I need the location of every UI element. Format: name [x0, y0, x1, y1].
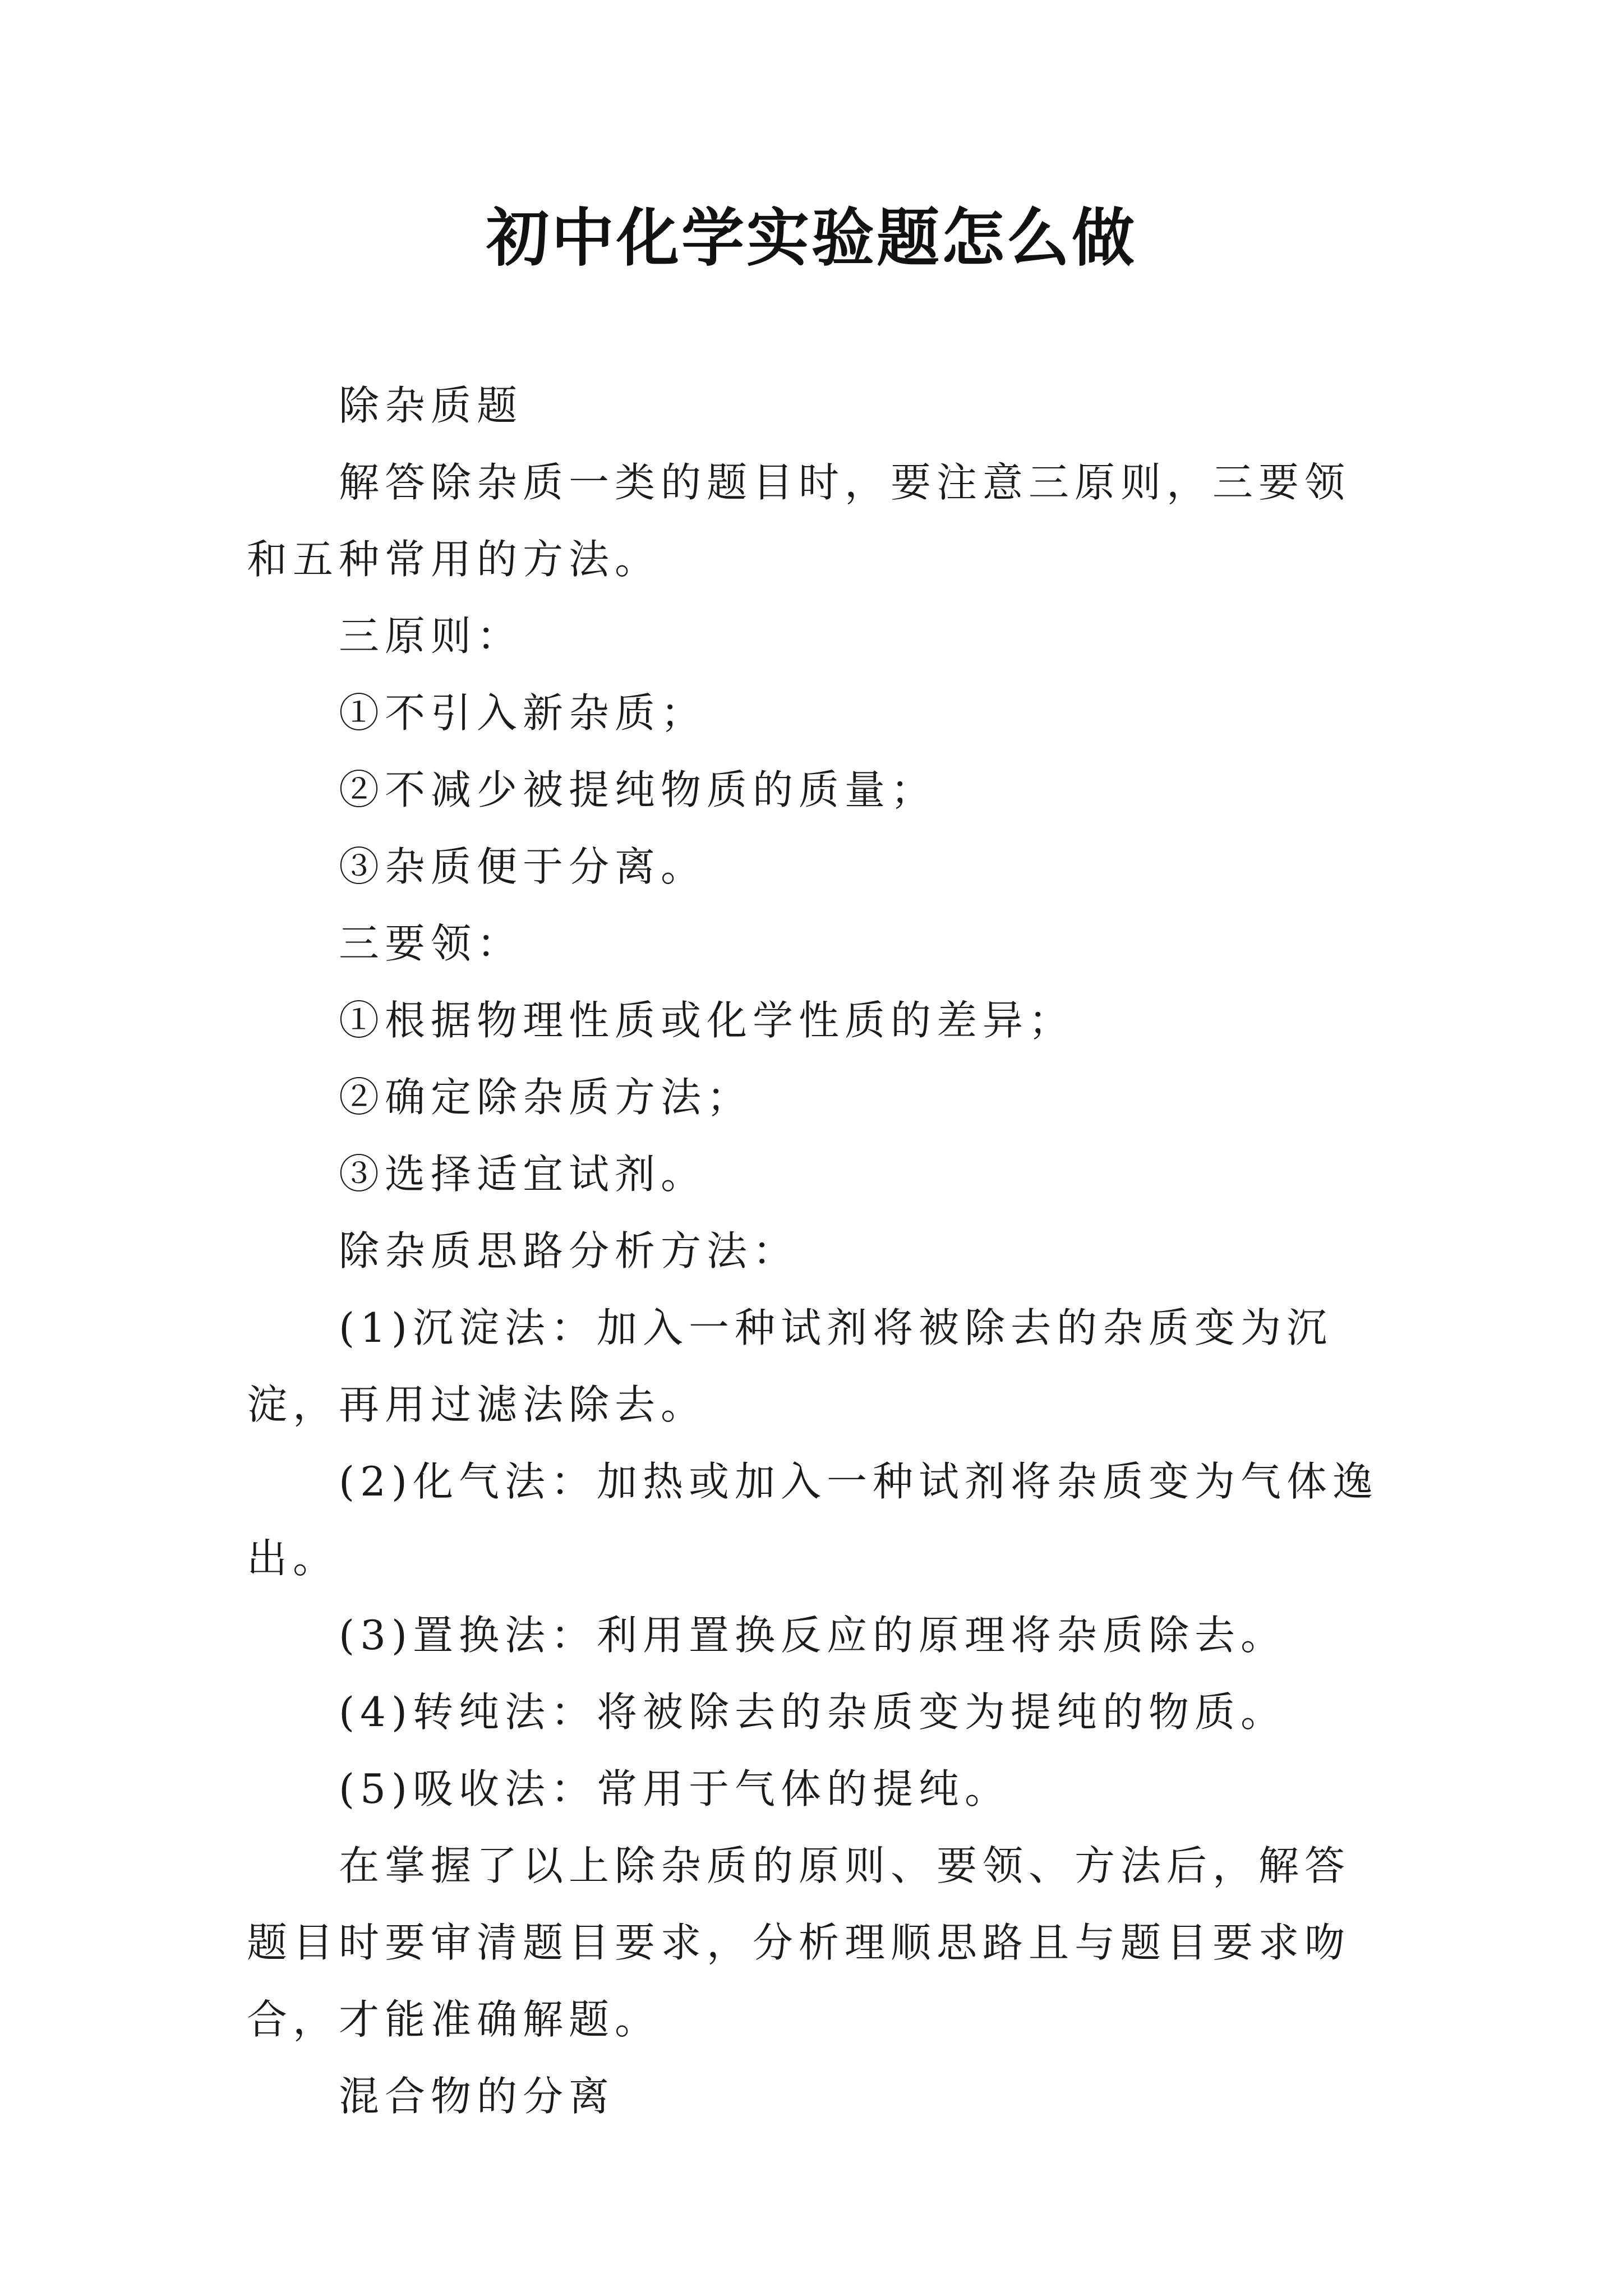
method-item-5: (5)吸收法：常用于气体的提纯。	[339, 1765, 1011, 1812]
paragraph-summary: 在掌握了以上除杂质的原则、要领、方法后，解答题目时要审清题目要求，分析理顺思路且与题目要求吻合，才能准确解题。	[247, 1842, 1351, 2043]
method-item-2: (2)化气法：加热或加入一种试剂将杂质变为气体逸出。	[247, 1458, 1378, 1582]
essential-item-3: ③选择适宜试剂。	[339, 1151, 707, 1198]
method-item-4: (4)转纯法：将被除去的杂质变为提纯的物质。	[339, 1688, 1287, 1736]
essential-item-2: ②确定除杂质方法；	[339, 1074, 753, 1121]
paragraph-intro: 解答除杂质一类的题目时，要注意三原则，三要领和五种常用的方法。	[247, 459, 1351, 583]
document-body	[247, 367, 1387, 2135]
heading-mixture-separation: 混合物的分离	[339, 2073, 615, 2120]
heading-impurity-removal: 除杂质题	[339, 382, 523, 429]
heading-three-principles: 三原则：	[339, 613, 523, 660]
heading-three-essentials: 三要领：	[339, 920, 523, 967]
principle-item-1: ①不引入新杂质；	[339, 689, 707, 737]
principle-item-2: ②不减少被提纯物质的质量；	[339, 766, 937, 813]
heading-analysis-methods: 除杂质思路分析方法：	[339, 1227, 799, 1274]
document-title: 初中化学实验题怎么做	[486, 201, 1137, 275]
principle-item-3: ③杂质便于分离。	[339, 843, 707, 890]
method-item-1: (1)沉淀法：加入一种试剂将被除去的杂质变为沉淀，再用过滤法除去。	[247, 1304, 1332, 1428]
method-item-3: (3)置换法：利用置换反应的原理将杂质除去。	[339, 1612, 1287, 1659]
essential-item-1: ①根据物理性质或化学性质的差异；	[339, 997, 1075, 1044]
